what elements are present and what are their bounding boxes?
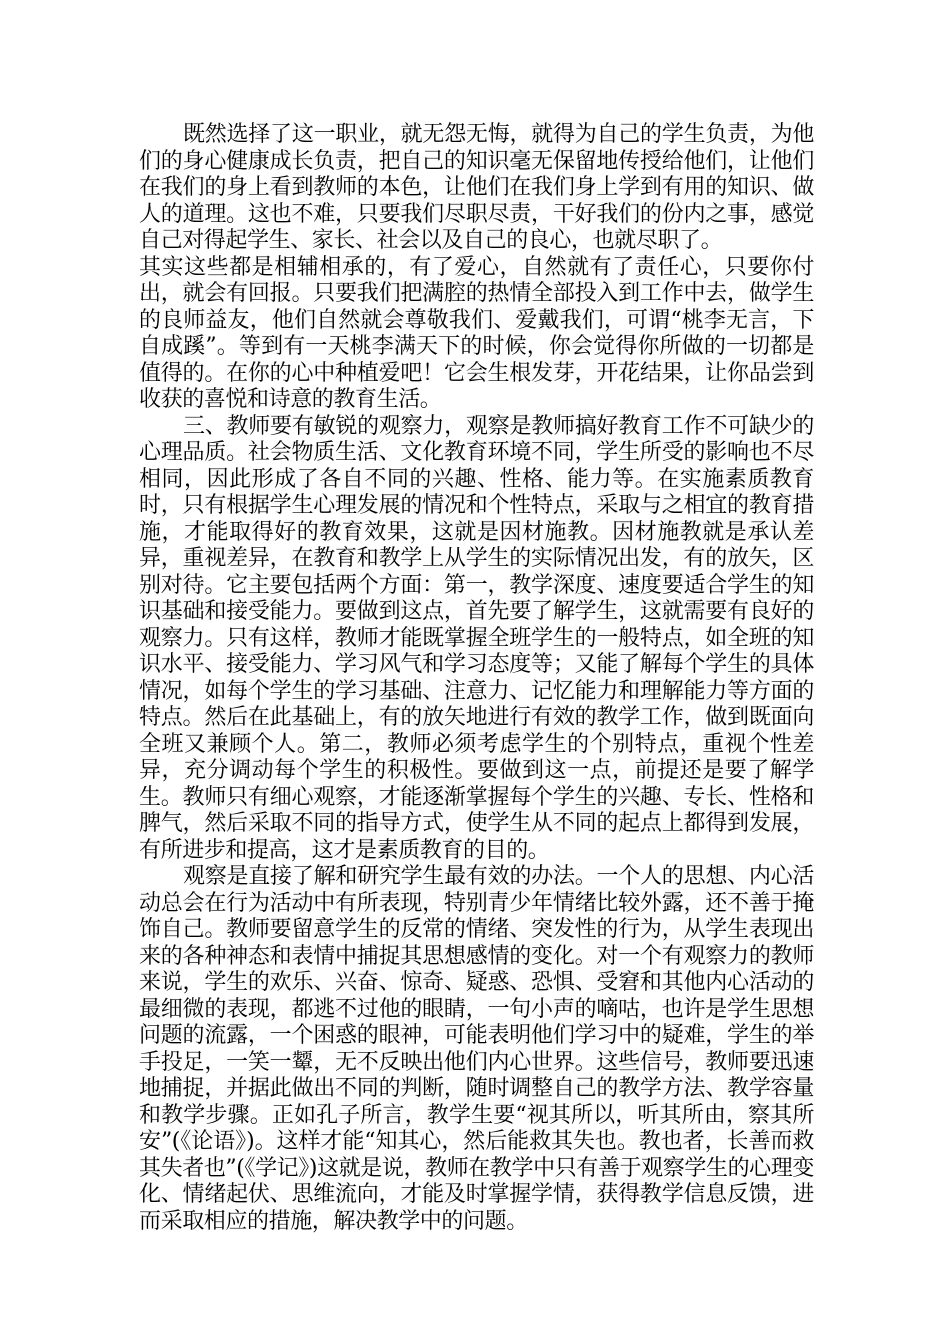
document-page [139,122,814,1235]
paragraph-commitment: 既然选择了这一职业，就无怨无悔，就得为自己的学生负责，为他们的身心健康成长负责，把自己的知识毫无保留地传授给他们，让他们在我们的身上看到教师的本色，让他们在我们身上学到有用的知识、做人的道理。这也不难，只要我们尽职尽责，干好我们的份内之事，感觉自己对得起学生、家长、社会以及自己的良心，也就尽职了。 [139,122,814,253]
paragraph-observation-ability: 三、教师要有敏锐的观察力，观察是教师搞好教育工作不可缺少的心理品质。社会物质生活、文化教育环境不同，学生所受的影响也不尽相同，因此形成了各自不同的兴趣、性格、能力等。在实施素质教育时，只有根据学生心理发展的情况和个性特点，采取与之相宜的教育措施，才能取得好的教育效果，这就是因材施教。因材施教就是承认差异，重视差异，在教育和教学上从学生的实际情况出发，有的放矢，区别对待。它主要包括两个方面：第一，教学深度、速度要适合学生的知识基础和接受能力。要做到这点，首先要了解学生，这就需要有良好的观察力。只有这样，教师才能既掌握全班学生的一般特点，如全班的知识水平、接受能力、学习风气和学习态度等；又能了解每个学生的具体情况，如每个学生的学习基础、注意力、记忆能力和理解能力等方面的特点。然后在此基础上，有的放矢地进行有效的教学工作，做到既面向全班又兼顾个人。第二，教师必须考虑学生的个别特点，重视个性差异，充分调动每个学生的积极性。要做到这一点，前提还是要了解学生。教师只有细心观察，才能逐渐掌握每个学生的兴趣、专长、性格和脾气，然后采取不同的指导方式，使学生从不同的起点上都得到发展，有所进步和提高，这才是素质教育的目的。 [139,413,814,863]
paragraph-love-and-responsibility: 其实这些都是相辅相承的，有了爱心，自然就有了责任心，只要你付出，就会有回报。只要我们把满腔的热情全部投入到工作中去，做学生的良师益友，他们自然就会尊敬我们、爱戴我们，可谓“桃李无言，下自成蹊”。等到有一天桃李满天下的时候，你会觉得你所做的一切都是值得的。在你的心中种植爱吧！它会生根发芽，开花结果，让你品尝到收获的喜悦和诗意的教育生活。 [139,254,814,412]
paragraph-observation-method: 观察是直接了解和研究学生最有效的办法。一个人的思想、内心活动总会在行为活动中有所表现，特别青少年情绪比较外露，还不善于掩饰自己。教师要留意学生的反常的情绪、突发性的行为，从学生表现出来的各种神态和表情中捕捉其思想感情的变化。对一个有观察力的教师来说，学生的欢乐、兴奋、惊奇、疑惑、恐惧、受窘和其他内心活动的最细微的表现，都逃不过他的眼睛，一句小声的嘀咕，也许是学生思想问题的流露，一个困惑的眼神，可能表明他们学习中的疑难，学生的举手投足，一笑一颦，无不反映出他们内心世界。这些信号，教师要迅速地捕捉，并据此做出不同的判断，随时调整自己的教学方法、教学容量和教学步骤。正如孔子所言，教学生要“视其所以，听其所由，察其所安”(《论语》)。这样才能“知其心，然后能救其失也。教也者，长善而救其失者也”(《学记》)这就是说，教师在教学中只有善于观察学生的心理变化、情绪起伏、思维流向，才能及时掌握学情，获得教学信息反馈，进而采取相应的措施，解决教学中的问题。 [139,864,814,1234]
